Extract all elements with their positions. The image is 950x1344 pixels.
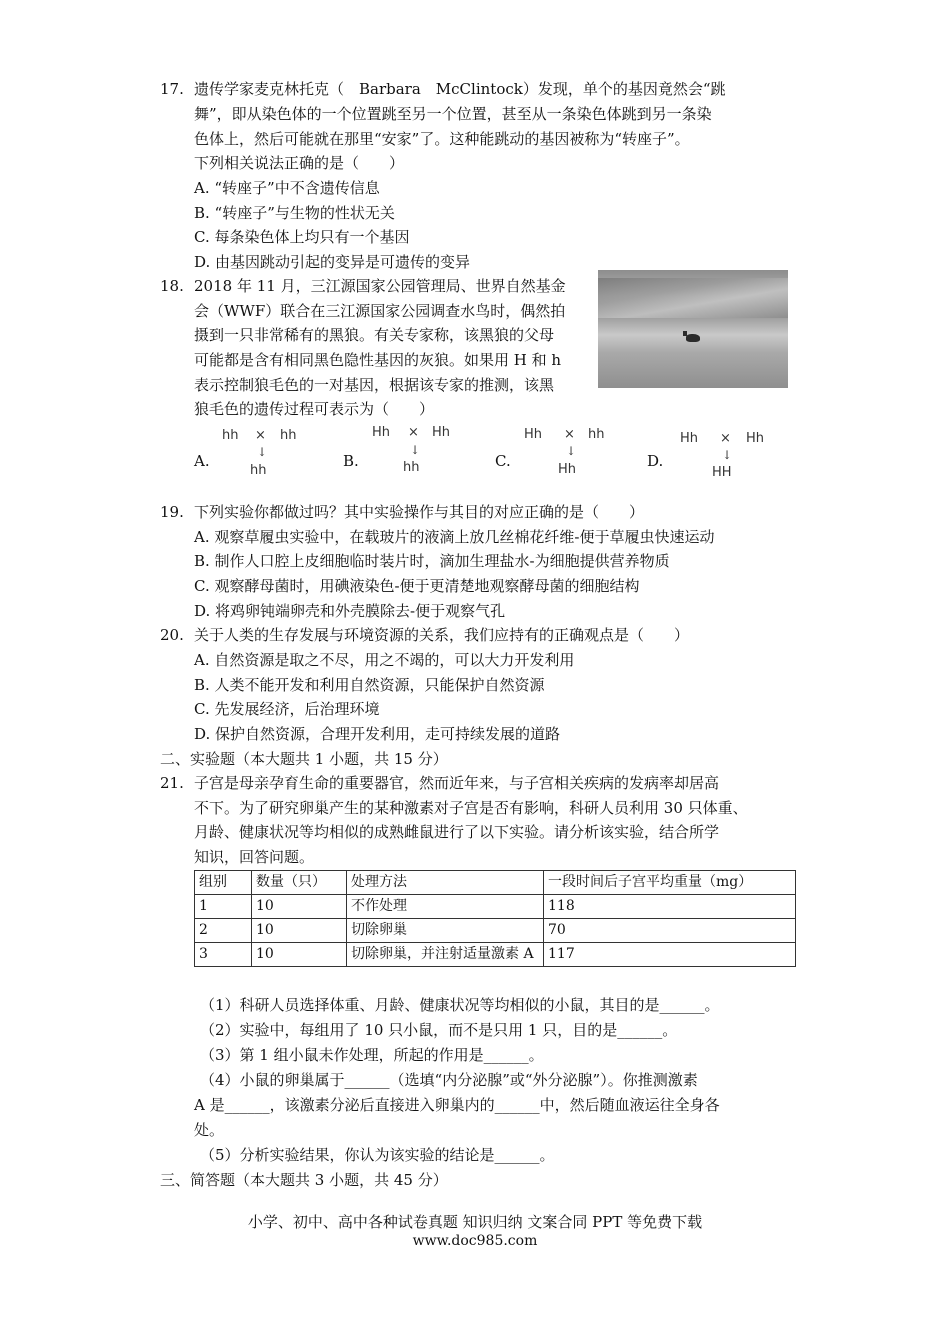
table-cell: 1 [195,895,252,919]
down-arrow-icon: ↓ [257,445,268,459]
question-text: 遗传学家麦克林托克（ Barbara McClintock）发现，单个的基因竟然会“跳 [194,80,726,98]
parent-1: Hh [524,427,543,442]
question-text: 不下。为了研究卵巢产生的某种激素对子宫是否有影响，科研人员利用 30 只体重、 [194,799,748,817]
table-header-cell: 组别 [195,871,252,895]
table-row [195,919,796,943]
table-header-cell: 数量（只） [252,871,347,895]
option-label: A. [194,452,210,470]
option-d: D. 由基因跳动引起的变异是可遗传的变异 [194,253,471,271]
option-a: A. 观察草履虫实验中，在载玻片的液滴上放几丝棉花纤维-便于草履虫快速运动 [194,528,715,546]
table-cell: 118 [544,895,796,919]
option-a: A. 自然资源是取之不尽，用之不竭的，可以大力开发利用 [194,651,575,669]
section-heading: 二、实验题（本大题共 1 小题，共 15 分） [160,750,448,768]
question-number: 21. [160,774,184,792]
cross-symbol: × [255,428,266,443]
sub-question: （5）分析实验结果，你认为该实验的结论是______。 [200,1146,555,1164]
question-number: 18. [160,277,184,295]
offspring: Hh [558,462,577,477]
table-header-row [195,871,796,895]
option-label: B. [343,452,359,470]
sub-question: （4）小鼠的卵巢属于______（选填“内分泌腺”或“外分泌腺”）。你推测激素 [200,1071,698,1089]
sub-question: （1）科研人员选择体重、月龄、健康状况等均相似的小鼠，其目的是______。 [200,996,720,1014]
table-header-cell: 处理方法 [347,871,544,895]
parent-2: Hh [746,431,765,446]
option-label: C. [495,452,511,470]
wolf-silhouette-icon [686,334,700,342]
table-cell: 切除卵巢，并注射适量激素 A [347,943,544,967]
option-c: C. 先发展经济，后治理环境 [194,700,380,718]
footer-url[interactable]: www.doc985.com [412,1233,538,1249]
sub-question: A 是______，该激素分泌后直接进入卵巢内的______中，然后随血液运往全身各 [194,1096,720,1114]
question-number: 19. [160,503,184,521]
sub-question: （2）实验中，每组用了 10 只小鼠，而不是只用 1 只，目的是______。 [200,1021,678,1039]
down-arrow-icon: ↓ [410,443,421,457]
table-cell: 切除卵巢 [347,919,544,943]
cross-symbol: × [564,427,575,442]
question-text: 舞”，即从染色体的一个位置跳至另一个位置，甚至从一条染色体跳到另一条染 [194,105,712,123]
table-cell: 117 [544,943,796,967]
section-heading: 三、简答题（本大题共 3 小题，共 45 分） [160,1171,448,1189]
question-text: 子宫是母亲孕育生命的重要器官，然而近年来，与子宫相关疾病的发病率却居高 [194,774,720,792]
down-arrow-icon: ↓ [566,444,577,458]
option-label: D. [647,452,664,470]
question-text: 摄到一只非常稀有的黑狼。有关专家称，该黑狼的父母 [194,326,555,344]
question-text: 2018 年 11 月，三江源国家公园管理局、世界自然基金 [194,277,566,295]
footer-text: 小学、初中、高中各种试卷真题 知识归纳 文案合同 PPT 等免费下载 [247,1213,703,1231]
cross-symbol: × [720,431,731,446]
table-cell: 不作处理 [347,895,544,919]
parent-1: Hh [372,425,391,440]
option-b: B. 制作人口腔上皮细胞临时装片时，滴加生理盐水-为细胞提供营养物质 [194,552,670,570]
parent-2: hh [588,427,605,442]
question-text: 可能都是含有相同黑色隐性基因的灰狼。如果用 H 和 h [194,351,562,369]
table-cell: 3 [195,943,252,967]
option-b: B. “转座子”与生物的性状无关 [194,204,395,222]
question-text: 关于人类的生存发展与环境资源的关系，我们应持有的正确观点是（ ） [194,626,690,644]
option-d: D. 保护自然资源，合理开发利用，走可持续发展的道路 [194,725,561,743]
parent-1: Hh [680,431,699,446]
option-b: B. 人类不能开发和利用自然资源，只能保护自然资源 [194,676,545,694]
option-c: C. 每条染色体上均只有一个基因 [194,228,410,246]
option-c: C. 观察酵母菌时，用碘液染色-便于更清楚地观察酵母菌的细胞结构 [194,577,640,595]
sub-question: （3）第 1 组小鼠未作处理，所起的作用是______。 [200,1046,544,1064]
parent-2: hh [280,428,297,443]
question-text: 表示控制狼毛色的一对基因，根据该专家的推测，该黑 [194,376,555,394]
offspring: HH [712,465,732,480]
table-row [195,895,796,919]
question-text: 狼毛色的遗传过程可表示为（ ） [194,400,435,418]
question-number: 20. [160,626,184,644]
table-cell: 10 [252,895,347,919]
question-text: 下列实验你都做过吗？其中实验操作与其目的对应正确的是（ ） [194,503,645,521]
question-text: 会（WWF）联合在三江源国家公园调查水鸟时，偶然拍 [194,302,566,320]
down-arrow-icon: ↓ [722,448,733,462]
question-text: 色体上，然后可能就在那里“安家”了。这种能跳动的基因被称为“转座子”。 [194,130,690,148]
option-a: A. “转座子”中不含遗传信息 [194,179,380,197]
table-cell: 2 [195,919,252,943]
table-header-cell: 一段时间后子宫平均重量（mg） [544,871,796,895]
question-text: 月龄、健康状况等均相似的成熟雌鼠进行了以下实验。请分析该实验，结合所学 [194,823,720,841]
parent-1: hh [222,428,239,443]
option-d: D. 将鸡卵钝端卵壳和外壳膜除去-便于观察气孔 [194,602,506,620]
experiment-table [194,870,796,967]
mountain-ridge [598,278,788,318]
cross-symbol: × [408,425,419,440]
table-row [195,943,796,967]
question-text: 知识，回答问题。 [194,848,315,866]
offspring: hh [250,463,267,478]
question-text: 下列相关说法正确的是（ ） [194,154,405,172]
question-number: 17. [160,80,184,98]
table-cell: 10 [252,919,347,943]
parent-2: Hh [432,425,451,440]
sub-question: 处。 [194,1121,225,1139]
offspring: hh [403,460,420,475]
table-cell: 10 [252,943,347,967]
black-wolf-photo [598,270,788,388]
table-cell: 70 [544,919,796,943]
